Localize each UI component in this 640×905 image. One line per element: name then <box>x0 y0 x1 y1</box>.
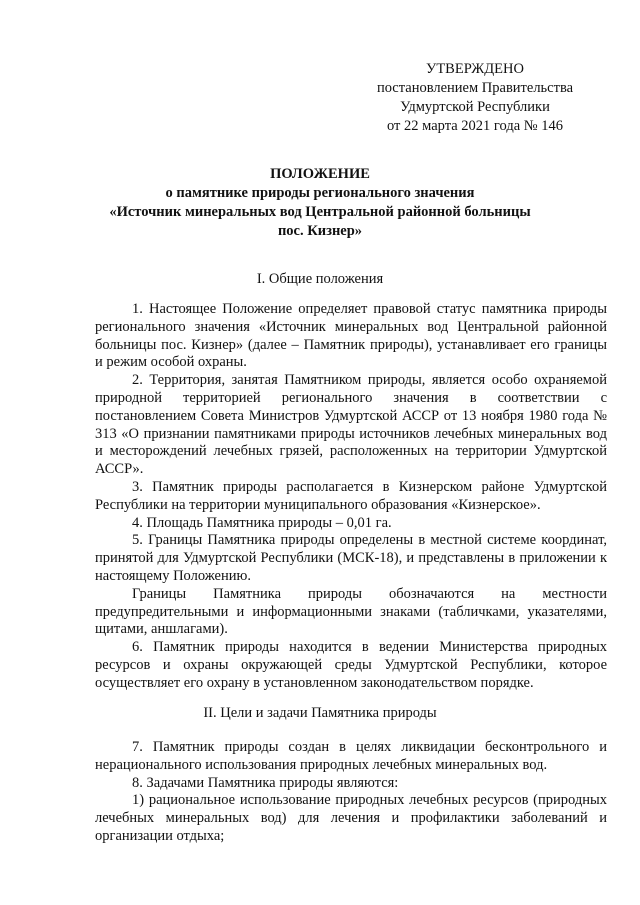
paragraph-7: 7. Памятник природы создан в целях ликвидации бесконтрольного и нерационального использования природных лечебных минеральных вод. <box>95 739 607 773</box>
paragraph-2: 2. Территория, занятая Памятником природы, является особо охраняемой природной территорией регионального значения в соответствии с постановлением Совета Министров Удмуртской АССР от 13 ноября 1980 года № 313 «О признании памятниками природы источников лечебных минеральных вод и месторождений лечебных грязей, расположенных на территории Удмуртской АССР». <box>95 372 607 478</box>
approval-date-number: от 22 марта 2021 года № 146 <box>387 118 563 134</box>
section-2-body <box>95 739 607 846</box>
paragraph-6: 6. Памятник природы находится в ведении Министерства природных ресурсов и охраны окружающей среды Удмуртской Республики, которое осуществляет его охрану в установленном законодательством порядке. <box>95 639 607 691</box>
paragraph-4: 4. Площадь Памятника природы – 0,01 га. <box>132 514 392 531</box>
paragraph-8: 8. Задачами Памятника природы являются: <box>132 774 399 791</box>
approval-stamp <box>345 60 605 136</box>
paragraph-5-boundaries: Границы Памятника природы обозначаются на местности предупредительными и информационными знаками (табличками, указателями, щитами, аншлагами). <box>95 585 607 638</box>
paragraph-5: 5. Границы Памятника природы определены в местной системе координат, принятой для Удмуртской Республики (МСК-18), и представлены в приложении к настоящему Положению. <box>95 532 607 584</box>
paragraph-8-item-1: 1) рациональное использование природных лечебных ресурсов (природных лечебных минеральных вод) для лечения и профилактики заболеваний и организации отдыха; <box>95 792 607 844</box>
section-2-title: II. Цели и задачи Памятника природы <box>203 705 437 721</box>
approval-title: УТВЕРЖДЕНО <box>426 61 524 77</box>
document-title: ПОЛОЖЕНИЕ <box>270 166 370 182</box>
document-subtitle-line-2: «Источник минеральных вод Центральной районной больницы <box>109 204 531 220</box>
approval-region: Удмуртской Республики <box>400 99 550 115</box>
section-1-body <box>95 301 607 693</box>
section-1-title: I. Общие положения <box>256 271 384 287</box>
paragraph-3: 3. Памятник природы располагается в Кизнерском районе Удмуртской Республики на территории муниципального образования «Кизнерское». <box>95 478 607 513</box>
document-subtitle-line-1: о памятнике природы регионального значения <box>165 185 475 201</box>
document-heading <box>80 165 560 241</box>
paragraph-1: 1. Настоящее Положение определяет правовой статус памятника природы регионального значения «Источник минеральных вод Центральной районной больницы пос. Кизнер» (далее – Памятник природы), устанавливает его границы и режим особой охраны. <box>95 301 607 371</box>
approval-authority: постановлением Правительства <box>376 80 574 96</box>
document-subtitle-line-3: пос. Кизнер» <box>277 223 363 239</box>
